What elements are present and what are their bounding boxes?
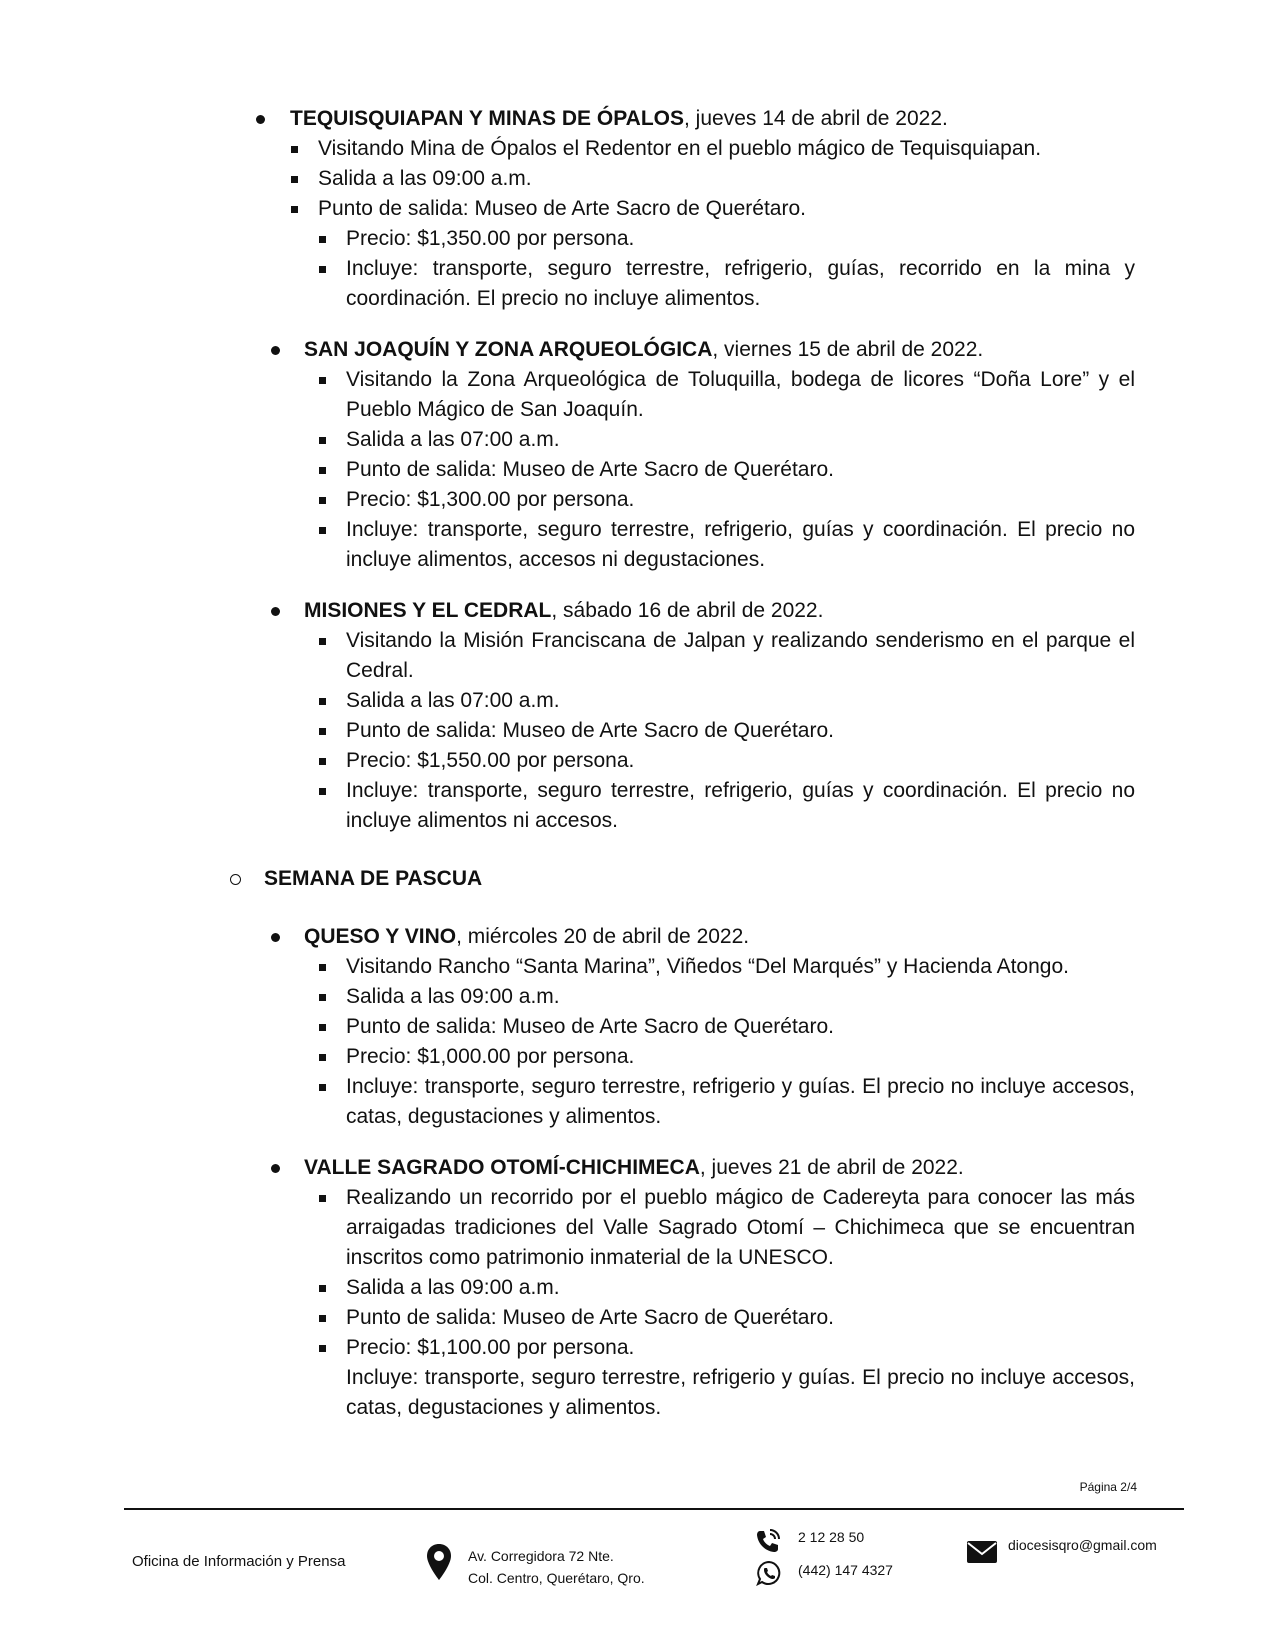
item-text: Salida a las 09:00 a.m. xyxy=(318,167,532,190)
event-san-joaquin xyxy=(0,335,1275,575)
list-item xyxy=(346,515,1135,575)
event-title: TEQUISQUIAPAN Y MINAS DE ÓPALOS xyxy=(290,107,684,130)
list-item xyxy=(346,1012,1135,1042)
list-item xyxy=(346,1363,1135,1423)
list-item xyxy=(346,982,1135,1012)
event-title-line xyxy=(290,104,1275,134)
address-line-2: Col. Centro, Querétaro, Qro. xyxy=(468,1570,645,1586)
list-item xyxy=(346,686,1135,716)
item-text: Precio: $1,350.00 por persona. xyxy=(346,227,635,250)
square-bullet-icon xyxy=(319,377,326,384)
event-title: QUESO Y VINO xyxy=(304,925,457,948)
list-item xyxy=(346,1333,1135,1363)
event-title-line xyxy=(304,922,1275,952)
list-item xyxy=(346,776,1135,836)
square-bullet-icon xyxy=(319,266,326,273)
item-text: Precio: $1,550.00 por persona. xyxy=(346,749,635,772)
bullet-dot-icon xyxy=(271,335,283,365)
footer-office: Oficina de Información y Prensa xyxy=(132,1553,346,1570)
footer-whatsapp: (442) 147 4327 xyxy=(798,1562,893,1578)
item-text: Punto de salida: Museo de Arte Sacro de Querétaro. xyxy=(346,719,834,742)
square-bullet-icon xyxy=(319,437,326,444)
square-bullet-icon xyxy=(319,1084,326,1091)
event-title-line xyxy=(304,1153,1275,1183)
footer-phone: 2 12 28 50 xyxy=(798,1529,865,1545)
item-text: Punto de salida: Museo de Arte Sacro de Querétaro. xyxy=(346,1015,834,1038)
location-pin-icon xyxy=(426,1543,452,1581)
event-queso-y-vino xyxy=(0,922,1275,1132)
list-item xyxy=(318,194,1135,224)
event-misiones xyxy=(0,596,1275,836)
document-body xyxy=(0,104,1275,1444)
event-date: , jueves 14 de abril de 2022. xyxy=(684,107,948,130)
list-item xyxy=(346,224,1135,254)
item-text: Precio: $1,100.00 por persona. xyxy=(346,1336,635,1359)
event-title: MISIONES Y EL CEDRAL xyxy=(304,599,552,622)
footer xyxy=(0,1515,1275,1615)
event-title: VALLE SAGRADO OTOMÍ-CHICHIMECA xyxy=(304,1156,700,1179)
bullet-dot-icon xyxy=(256,104,268,134)
list-item xyxy=(346,254,1135,314)
square-bullet-icon xyxy=(319,1195,326,1202)
item-text: Visitando Rancho “Santa Marina”, Viñedos “Del Marqués” y Hacienda Atongo. xyxy=(346,955,1069,978)
event-date: , sábado 16 de abril de 2022. xyxy=(551,599,824,622)
square-bullet-icon xyxy=(291,146,298,153)
list-item xyxy=(346,1273,1135,1303)
item-text: Precio: $1,300.00 por persona. xyxy=(346,488,635,511)
square-bullet-icon xyxy=(291,176,298,183)
list-item xyxy=(346,365,1135,425)
list-item xyxy=(346,746,1135,776)
square-bullet-icon xyxy=(319,1054,326,1061)
event-title-line xyxy=(304,335,1275,365)
item-text: Precio: $1,000.00 por persona. xyxy=(346,1045,635,1068)
item-text: Punto de salida: Museo de Arte Sacro de Querétaro. xyxy=(346,1306,834,1329)
footer-address xyxy=(468,1545,645,1589)
list-item xyxy=(318,134,1135,164)
square-bullet-icon xyxy=(319,638,326,645)
mail-icon xyxy=(966,1540,998,1564)
item-text: Incluye: transporte, seguro terrestre, refrigerio y guías. El precio no incluye accesos, catas, degustaciones y alimentos. xyxy=(346,1366,1135,1419)
list-item xyxy=(318,164,1135,194)
section-title: SEMANA DE PASCUA xyxy=(264,867,483,890)
list-item xyxy=(346,425,1135,455)
item-text: Punto de salida: Museo de Arte Sacro de Querétaro. xyxy=(346,458,834,481)
event-title: SAN JOAQUÍN Y ZONA ARQUEOLÓGICA xyxy=(304,338,713,361)
page-number: Página 2/4 xyxy=(1079,1480,1137,1494)
item-text: Salida a las 09:00 a.m. xyxy=(346,1276,560,1299)
list-item xyxy=(346,1072,1135,1132)
list-item xyxy=(346,716,1135,746)
square-bullet-icon xyxy=(319,236,326,243)
square-bullet-icon xyxy=(319,1024,326,1031)
item-text: Incluye: transporte, seguro terrestre, refrigerio, guías, recorrido en la mina y coordinación. El precio no incluye alimentos. xyxy=(346,257,1135,310)
item-text: Punto de salida: Museo de Arte Sacro de Querétaro. xyxy=(318,197,806,220)
square-bullet-icon xyxy=(291,206,298,213)
square-bullet-icon xyxy=(319,728,326,735)
item-text: Salida a las 07:00 a.m. xyxy=(346,689,560,712)
list-item xyxy=(346,626,1135,686)
event-date: , viernes 15 de abril de 2022. xyxy=(712,338,984,361)
section-heading xyxy=(264,864,1275,894)
square-bullet-icon xyxy=(319,758,326,765)
bullet-dot-icon xyxy=(271,922,283,952)
whatsapp-icon xyxy=(756,1560,782,1586)
circle-bullet-icon xyxy=(230,874,241,885)
item-text: Realizando un recorrido por el pueblo mágico de Cadereyta para conocer las más arraigadas tradiciones del Valle Sagrado Otomí – Chichimeca que se encuentran inscritos como patrimonio inmaterial de la UNESCO. xyxy=(346,1186,1135,1269)
list-item xyxy=(346,455,1135,485)
event-tequisquiapan xyxy=(0,104,1275,314)
list-item xyxy=(346,952,1135,982)
square-bullet-icon xyxy=(319,1345,326,1352)
list-item xyxy=(346,485,1135,515)
event-valle-sagrado xyxy=(0,1153,1275,1423)
bullet-dot-icon xyxy=(271,596,283,626)
item-text: Incluye: transporte, seguro terrestre, refrigerio, guías y coordinación. El precio no incluye alimentos, accesos ni degustaciones. xyxy=(346,518,1135,571)
square-bullet-icon xyxy=(319,497,326,504)
square-bullet-icon xyxy=(319,1285,326,1292)
square-bullet-icon xyxy=(319,467,326,474)
square-bullet-icon xyxy=(319,994,326,1001)
item-text: Visitando la Zona Arqueológica de Toluquilla, bodega de licores “Doña Lore” y el Pueblo Mágico de San Joaquín. xyxy=(346,368,1135,421)
event-date: , miércoles 20 de abril de 2022. xyxy=(456,925,750,948)
item-text: Visitando Mina de Ópalos el Redentor en el pueblo mágico de Tequisquiapan. xyxy=(318,137,1042,160)
item-text: Visitando la Misión Franciscana de Jalpan y realizando senderismo en el parque el Cedral. xyxy=(346,629,1135,682)
square-bullet-icon xyxy=(319,1315,326,1322)
item-text: Incluye: transporte, seguro terrestre, refrigerio y guías. El precio no incluye accesos, catas, degustaciones y alimentos. xyxy=(346,1075,1135,1128)
square-bullet-icon xyxy=(319,527,326,534)
list-item xyxy=(346,1183,1135,1273)
list-item xyxy=(346,1303,1135,1333)
square-bullet-icon xyxy=(319,964,326,971)
footer-divider xyxy=(124,1508,1184,1510)
event-date: , jueves 21 de abril de 2022. xyxy=(699,1156,964,1179)
item-text: Salida a las 07:00 a.m. xyxy=(346,428,560,451)
phone-icon xyxy=(754,1527,782,1555)
footer-email: diocesisqro@gmail.com xyxy=(1008,1537,1157,1553)
bullet-dot-icon xyxy=(271,1153,283,1183)
item-text: Salida a las 09:00 a.m. xyxy=(346,985,560,1008)
address-line-1: Av. Corregidora 72 Nte. xyxy=(468,1548,614,1564)
item-text: Incluye: transporte, seguro terrestre, refrigerio, guías y coordinación. El precio no incluye alimentos ni accesos. xyxy=(346,779,1135,832)
square-bullet-icon xyxy=(319,788,326,795)
square-bullet-icon xyxy=(319,698,326,705)
event-title-line xyxy=(304,596,1275,626)
list-item xyxy=(346,1042,1135,1072)
